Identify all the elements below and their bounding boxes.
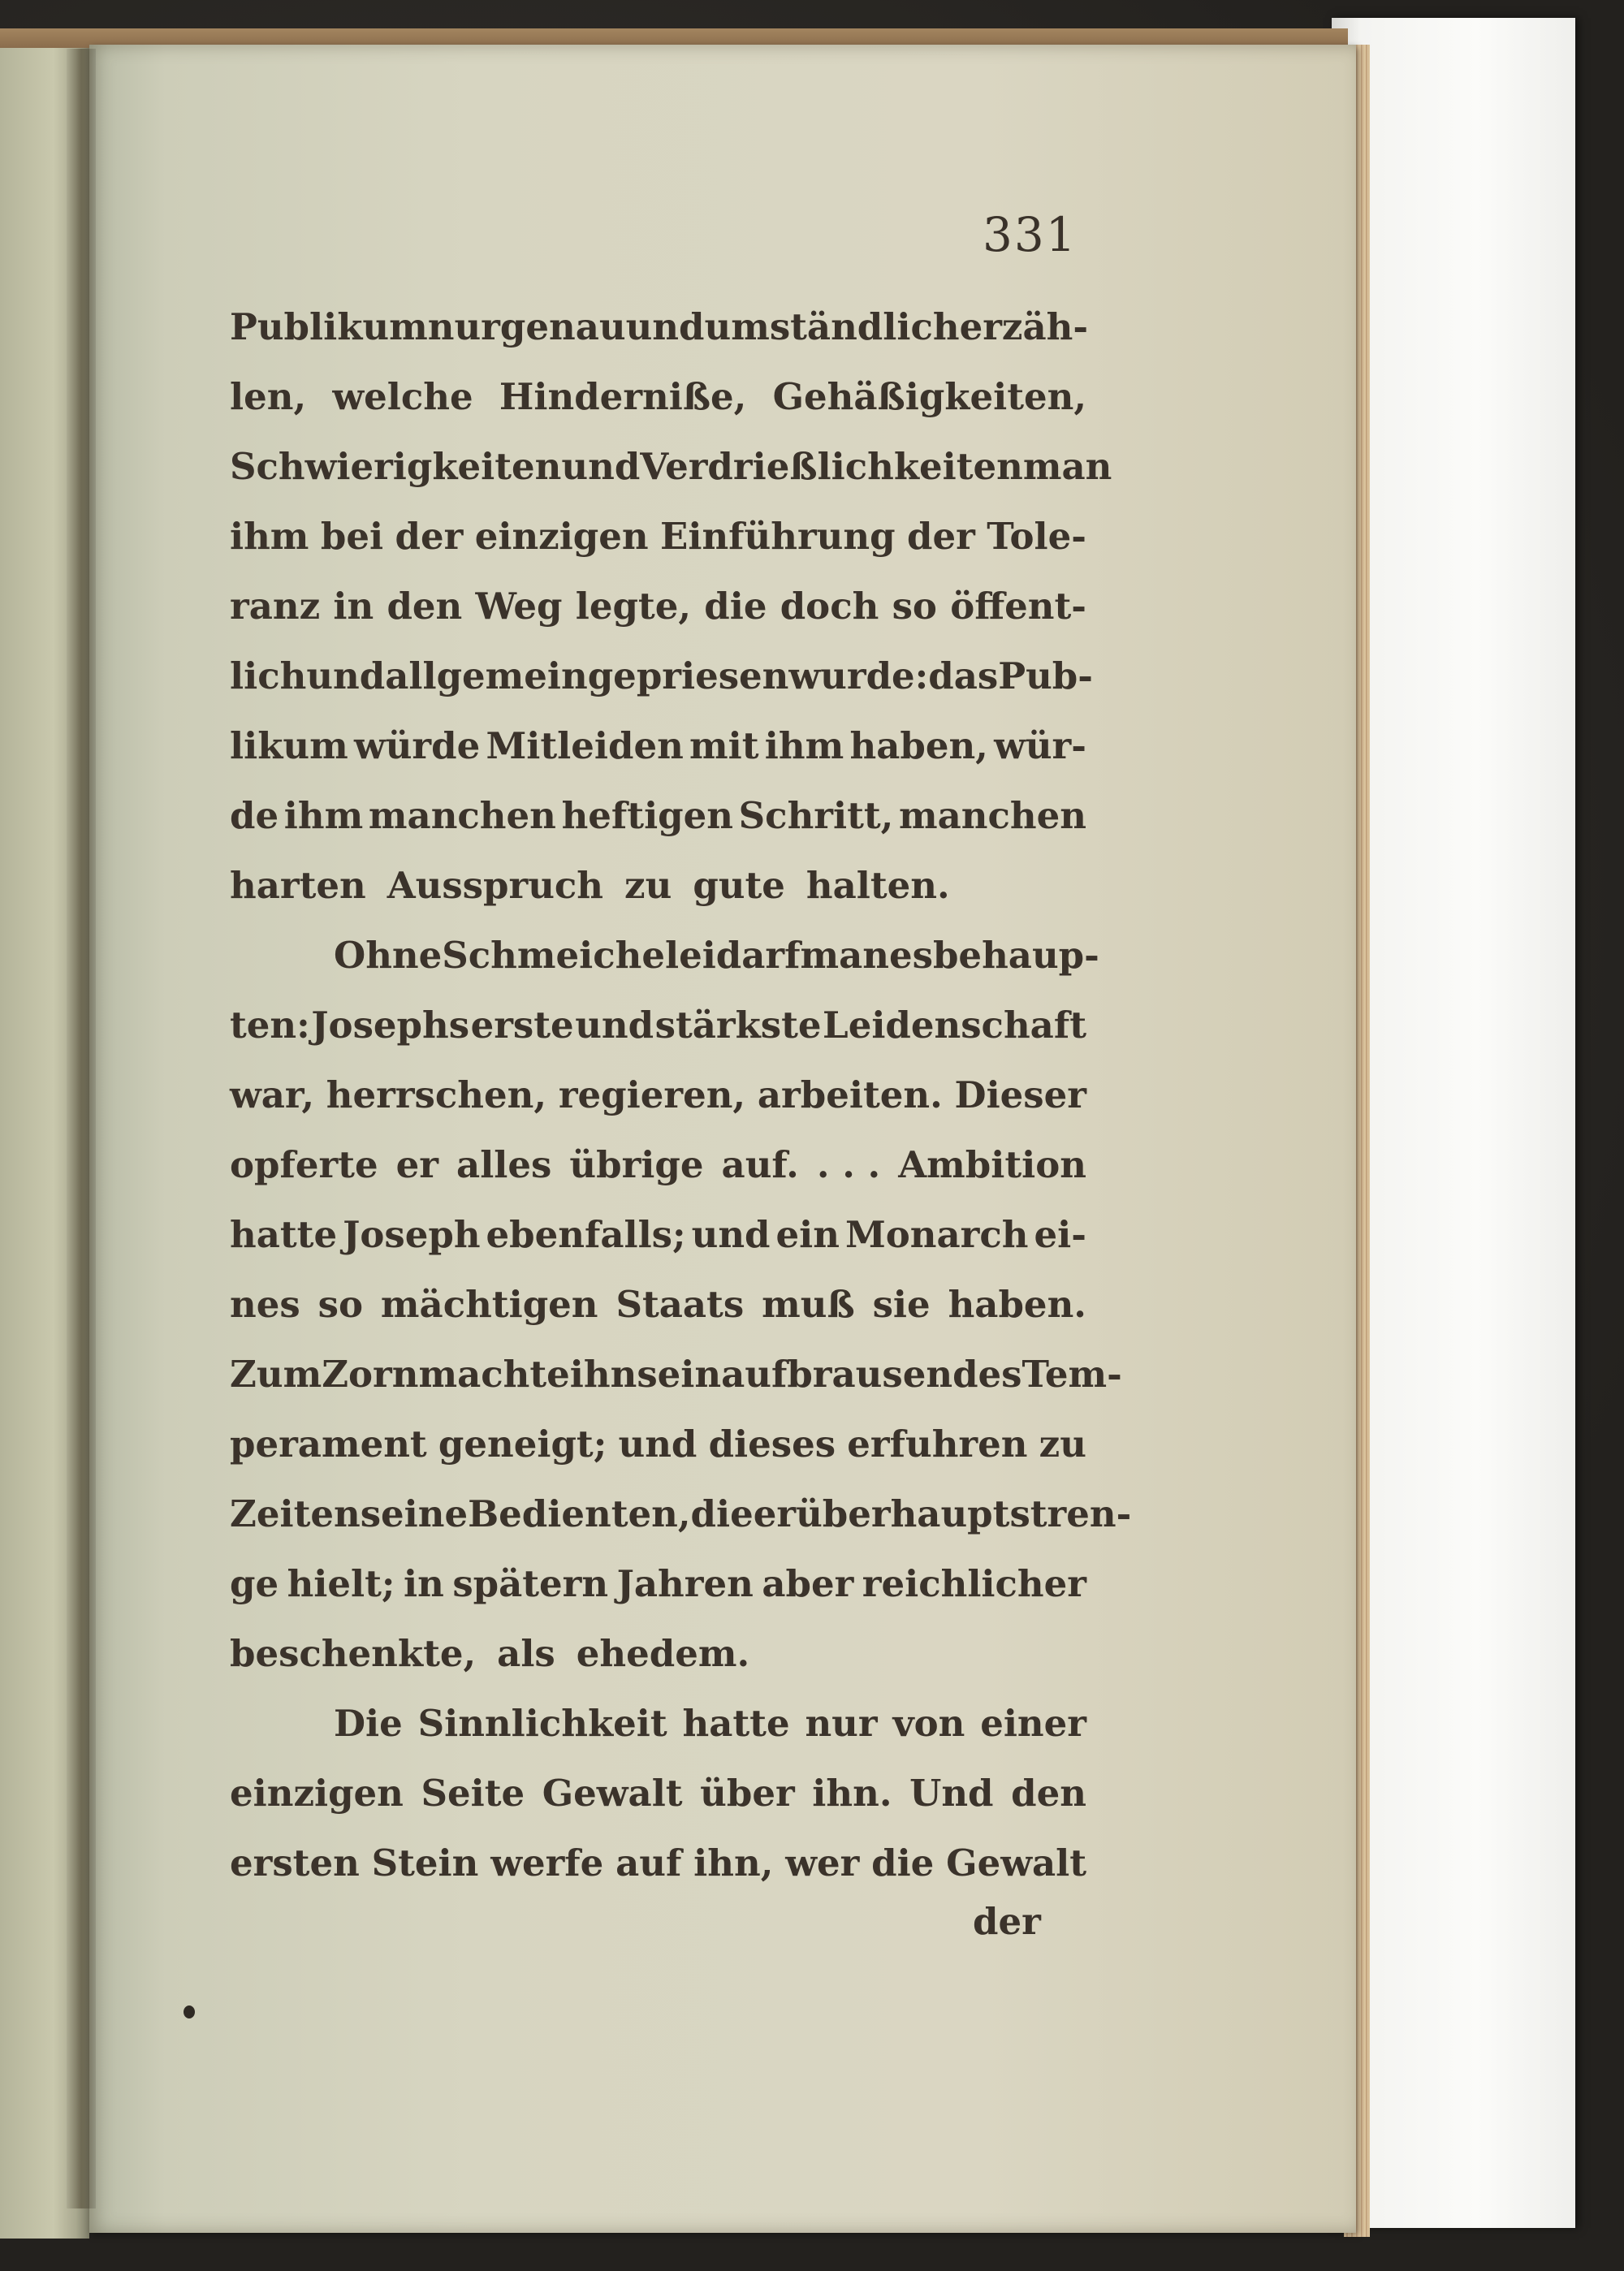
text-line	[230, 1689, 1086, 1759]
word: aufbrausendes	[721, 1353, 1022, 1396]
word: Tem-	[1021, 1353, 1122, 1396]
word: und	[306, 654, 386, 697]
text-line	[230, 641, 1093, 711]
word: reichlicher	[862, 1562, 1086, 1605]
word: Bedienten,	[468, 1492, 691, 1535]
word: der	[395, 515, 464, 558]
word: sie	[872, 1283, 931, 1326]
word: Zum	[230, 1353, 322, 1396]
word: Pub-	[998, 654, 1093, 697]
text-line	[230, 1060, 1086, 1130]
word: doch	[780, 585, 879, 628]
word: de	[230, 794, 279, 837]
word: erfuhren	[847, 1423, 1028, 1466]
word: ranz	[230, 585, 321, 628]
word: Verdrießlichkeiten	[640, 445, 1023, 488]
text-line	[230, 1340, 1122, 1410]
body-text	[230, 292, 1132, 1898]
word: ersten	[230, 1841, 360, 1885]
word: Tole-	[987, 515, 1086, 558]
word: einzigen	[474, 515, 649, 558]
word: erste	[470, 1004, 574, 1047]
word: genau	[499, 305, 626, 348]
word: ein	[775, 1213, 840, 1256]
word: die	[704, 585, 767, 628]
text-line	[230, 851, 1086, 921]
word: den	[387, 585, 463, 628]
word: manchen	[899, 794, 1086, 837]
word: einer	[980, 1702, 1086, 1745]
word: likum	[230, 724, 348, 767]
word: alles	[456, 1143, 552, 1186]
word: hatte	[230, 1213, 338, 1256]
word: Gewalt	[542, 1772, 683, 1815]
word: mit	[689, 724, 759, 767]
word: dieses	[708, 1423, 836, 1466]
page-number: 331	[983, 207, 1078, 262]
word: Die	[334, 1702, 403, 1745]
word: so	[317, 1283, 363, 1326]
word: mächtigen	[380, 1283, 598, 1326]
word: einzigen	[230, 1772, 404, 1815]
word: und	[561, 445, 641, 488]
word: bei	[320, 515, 384, 558]
word: nur	[805, 1702, 878, 1745]
word: ebenfalls;	[486, 1213, 686, 1256]
text-line	[230, 1828, 1086, 1898]
text-line	[230, 502, 1086, 572]
word: von	[892, 1702, 965, 1745]
word: len,	[230, 375, 307, 418]
word: Gewalt	[946, 1841, 1086, 1885]
word: Dieser	[954, 1073, 1086, 1116]
word: Hinderniße,	[499, 375, 747, 418]
word: Und	[909, 1772, 994, 1815]
word: regieren,	[558, 1073, 746, 1116]
word: Monarch	[844, 1213, 1029, 1256]
word: war,	[230, 1073, 314, 1116]
text-line	[230, 991, 1086, 1060]
text-line	[230, 921, 1099, 991]
word: Stein	[371, 1841, 479, 1885]
word: so	[892, 585, 937, 628]
word: Joseph	[343, 1213, 481, 1256]
word: Leidenschaft	[823, 1004, 1086, 1047]
text-line	[230, 1410, 1086, 1479]
word: auf	[615, 1841, 682, 1885]
word: übrige	[569, 1143, 704, 1186]
word: behaup-	[932, 934, 1099, 977]
word: machte	[418, 1353, 570, 1396]
word: Ambition	[898, 1143, 1086, 1186]
word: manchen	[368, 794, 556, 837]
text-line	[230, 1200, 1086, 1270]
word: man	[800, 934, 889, 977]
word: werfe	[490, 1841, 604, 1885]
word: sein	[637, 1353, 722, 1396]
word: Mitleiden	[486, 724, 684, 767]
word: und	[691, 1213, 771, 1256]
text-line	[230, 711, 1086, 781]
word: ten:	[230, 1004, 310, 1047]
word: beschenkte,	[230, 1632, 477, 1675]
word: heftigen	[561, 794, 733, 837]
word: spätern	[452, 1562, 609, 1605]
word: der	[906, 515, 975, 558]
ink-speck	[184, 2005, 195, 2018]
text-line	[230, 1759, 1086, 1828]
word: herrschen,	[326, 1073, 547, 1116]
word: er	[753, 1492, 797, 1535]
word: welche	[332, 375, 473, 418]
catchword: der	[973, 1900, 1041, 1943]
text-line	[230, 432, 1112, 502]
word: Sinnlichkeit	[417, 1702, 667, 1745]
word: gute	[693, 864, 785, 907]
word: nes	[230, 1283, 300, 1326]
word: . . .	[816, 1143, 881, 1186]
text-line	[230, 292, 1089, 362]
word: Ausspruch	[387, 864, 604, 907]
word: Jahren	[616, 1562, 754, 1605]
word: seine	[360, 1492, 469, 1535]
word: darf	[715, 934, 801, 977]
word: Ohne	[334, 934, 443, 977]
word: und	[575, 1004, 654, 1047]
word: ihn	[569, 1353, 637, 1396]
word: in	[333, 585, 374, 628]
word: man	[1022, 445, 1112, 488]
word: in	[404, 1562, 444, 1605]
word: harten	[230, 864, 366, 907]
word: ihn.	[812, 1772, 892, 1815]
word: Einführung	[660, 515, 896, 558]
word: den	[1011, 1772, 1086, 1815]
text-line	[230, 572, 1086, 641]
word: ei-	[1034, 1213, 1086, 1256]
text-line	[230, 781, 1086, 851]
word: erzäh-	[959, 305, 1089, 348]
word: gepriesen	[587, 654, 789, 697]
word: würde	[353, 724, 481, 767]
word: zu	[1039, 1423, 1086, 1466]
word: geneigt;	[438, 1423, 607, 1466]
word: haben.	[948, 1283, 1086, 1326]
word: stärkste	[654, 1004, 822, 1047]
word: muß	[762, 1283, 855, 1326]
word: er	[395, 1143, 438, 1186]
word: ge	[230, 1562, 279, 1605]
word: ihm	[230, 515, 309, 558]
word: und	[625, 305, 705, 348]
word: Seite	[421, 1772, 525, 1815]
word: und	[618, 1423, 698, 1466]
word: allgemein	[385, 654, 588, 697]
text-line	[230, 1549, 1086, 1619]
word: stren-	[1009, 1492, 1132, 1535]
word: hielt;	[287, 1562, 395, 1605]
word: opferte	[230, 1143, 378, 1186]
word: umständlich	[704, 305, 960, 348]
text-line	[230, 1130, 1086, 1200]
word: ihm	[283, 794, 364, 837]
text-line	[230, 1479, 1132, 1549]
word: das	[928, 654, 999, 697]
word: Publikum	[230, 305, 428, 348]
word: Schwierigkeiten	[230, 445, 562, 488]
word: Zorn	[322, 1353, 419, 1396]
text-line	[230, 362, 1086, 432]
text-line	[230, 1619, 1086, 1689]
word: legte,	[575, 585, 692, 628]
word: Schritt,	[738, 794, 894, 837]
word: Staats	[615, 1283, 745, 1326]
word: lich	[230, 654, 307, 697]
word: Josephs	[311, 1004, 470, 1047]
word: wer	[785, 1841, 860, 1885]
word: die	[690, 1492, 754, 1535]
word: Weg	[475, 585, 563, 628]
word: öffent-	[950, 585, 1086, 628]
word: hatte	[682, 1702, 790, 1745]
word: aber	[762, 1562, 854, 1605]
word: nur	[427, 305, 500, 348]
word: Schmeichelei	[442, 934, 716, 977]
word: arbeiten.	[757, 1073, 943, 1116]
word: als	[497, 1632, 555, 1675]
word: es	[889, 934, 933, 977]
word: überhaupt	[796, 1492, 1010, 1535]
word: halten.	[806, 864, 950, 907]
word: über	[700, 1772, 795, 1815]
book-gutter	[67, 49, 96, 2208]
word: zu	[624, 864, 672, 907]
word: ehedem.	[576, 1632, 750, 1675]
word: wurde:	[788, 654, 929, 697]
word: haben,	[849, 724, 988, 767]
text-line	[230, 1270, 1086, 1340]
word: ihm	[764, 724, 844, 767]
word: perament	[230, 1423, 427, 1466]
word: wür-	[994, 724, 1086, 767]
word: auf.	[721, 1143, 799, 1186]
word: ihn,	[693, 1841, 774, 1885]
word: Zeiten	[230, 1492, 361, 1535]
word: die	[871, 1841, 935, 1885]
word: Gehäßigkeiten,	[772, 375, 1086, 418]
